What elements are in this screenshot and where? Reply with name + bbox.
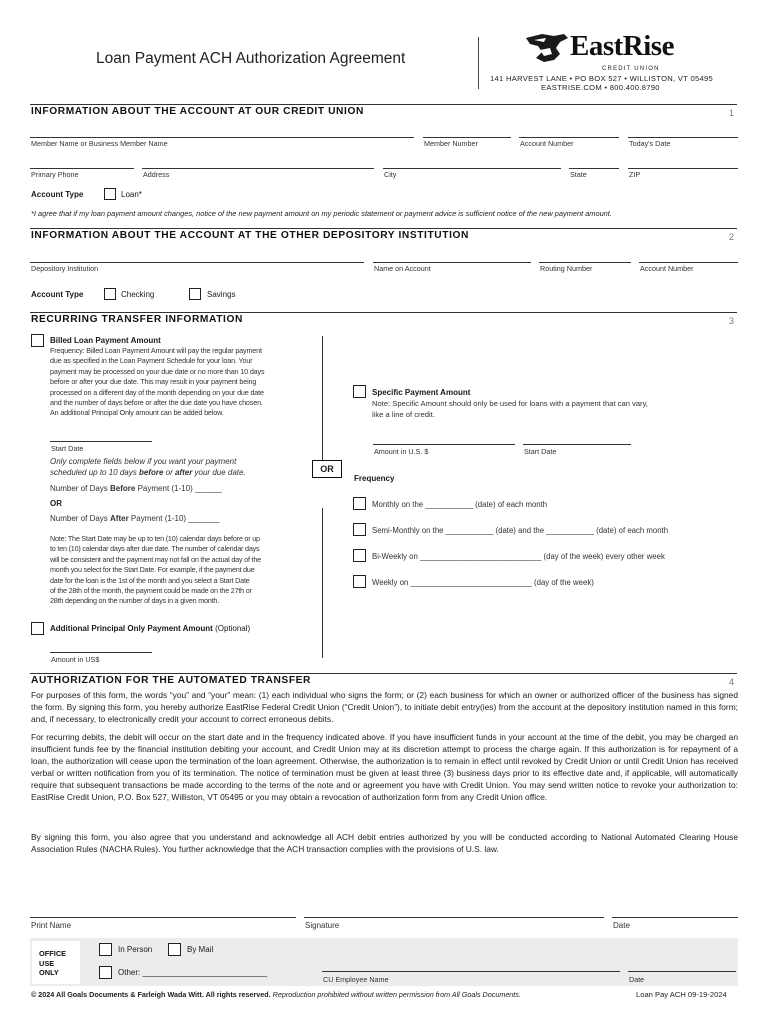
bi-weekly-label: Bi-Weekly on ____________________________ (day of the week) every other week [372,552,665,561]
member-name-field[interactable] [30,137,414,138]
note-before: before [138,468,164,477]
billed-text-line: due as specified in the Loan Payment Schedule for your loan. Your [50,356,253,366]
name-on-account-label: Name on Account [374,264,431,273]
days-before-text: Number of Days [50,484,111,493]
bi-weekly-checkbox[interactable] [353,549,366,562]
days-after-text: Number of Days [50,514,111,523]
days-after-text: Payment (1-10) _______ [128,514,220,523]
monthly-label: Monthly on the ___________ (date) of each month [372,500,548,509]
header-address-line-2: EASTRISE.COM • 800.400.8790 [541,83,660,92]
section-4-number: 4 [729,677,735,687]
routing-number-label: Routing Number [540,264,593,273]
section-1-title: INFORMATION ABOUT THE ACCOUNT AT OUR CREDIT UNION [31,106,364,117]
loan-label: Loan* [121,190,142,199]
savings-checkbox[interactable] [189,288,201,300]
note-line: Note: The Start Date may be up to ten (10) calendar days before or up [50,534,260,543]
principal-amount-label: Amount in US$ [51,655,100,664]
address-label: Address [143,170,170,179]
by-mail-checkbox[interactable] [168,943,181,956]
todays-date-field[interactable] [628,137,738,138]
note-line: will be consistent and the payment may not fall on the actual day of the [50,554,261,564]
billed-loan-payment-text [50,346,320,419]
print-name-label: Print Name [31,921,72,930]
address-field[interactable] [142,168,374,169]
days-after-bold: After [110,514,129,523]
logo-subtitle: CREDIT UNION [602,66,660,72]
semi-monthly-checkbox[interactable] [353,523,366,536]
specific-payment-note-2: like a line of credit. [372,410,435,419]
section-1-number: 1 [729,108,735,118]
billed-loan-payment-title: Billed Loan Payment Amount [50,336,161,345]
weekly-checkbox[interactable] [353,575,366,588]
note-line: to ten (10) calendar days after due date. The number of calendar days [50,544,260,554]
logo-name: EastRise [570,30,674,62]
billed-loan-payment-checkbox[interactable] [31,334,44,347]
city-field[interactable] [383,168,561,169]
note-text: scheduled up to 10 days [50,468,139,477]
primary-phone-label: Primary Phone [31,170,79,179]
authorization-paragraph-2: For recurring debits, the debit will occur on the start date and in the frequency indicated above. If you have insufficient funds in your account at the time of the debit, you may be charged an insufficient funds fee by the financial institution debiting your account, and Credit Union may at its discretion attempt to process the charge again. If this authorization is for repayment of a loan, the authorization will cease upon the termination of the loan agreement. Otherwise, the authorization is to remain in effect until revoked by Credit Union or until Credit Union has received verbal or written notification from you of its termination. The notice of termination must be given at least three (3) business days prior to its effective date and, if applicable, will automatically require that subsequent transactions be made according to the terms of the note and or agreement you have with Credit Union. You may send written notice to revoke your authorization to: EastRise Credit Union, P.O. Box 527, Williston, VT 05495 or you may obtain a revocation of authorization form from any Credit Union office. [31,732,738,802]
section-3-divider-lower [322,508,323,658]
copyright-italic: Reproduction prohibited without written permission from All Goals Documents. [270,990,521,999]
eastrise-logo [524,32,724,66]
other-account-type-label: Account Type [31,290,84,299]
section-1-rule [30,104,737,105]
billed-text-line: processed on a different day of the month depending on your due date [50,387,264,397]
specific-amount-field[interactable] [373,444,515,445]
section-4-rule [30,673,737,674]
account-number-field[interactable] [519,137,619,138]
section-3-divider-upper [322,336,323,460]
billed-text-line: and the number of days before or after the due date you have chosen. [50,398,263,408]
print-name-field[interactable] [30,917,296,918]
other-account-number-field[interactable] [639,262,738,263]
specific-amount-label: Amount in U.S. $ [374,447,429,456]
frequency-label: Frequency [354,474,395,483]
name-on-account-field[interactable] [373,262,531,263]
routing-number-field[interactable] [539,262,631,263]
header-divider [478,37,479,89]
authorization-paragraph-1: For purposes of this form, the words “you” and “your” mean: (1) each individual who signs the form; or (2) each business for which an owner or authorized officer of the business has signed the form. By signing this form, you hereby authorize EastRise Federal Credit Union (“Credit Union”), to initiate debit entry(ies) from the account at the depository institution named in this form; and, if necessary, to electronically credit your account to correct erroneous debits. [31,690,738,724]
weekly-label: Weekly on ____________________________ (day of the week) [372,578,594,587]
copyright-bold: © 2024 All Goals Documents & Farleigh Wada Witt. All rights reserved. [31,990,271,999]
billed-text-line: payment may be processed on your due date or no more than 10 days [50,366,265,376]
billed-text-line: An additional Principal Only amount can be added below. [50,408,224,418]
cu-employee-label: CU Employee Name [323,975,389,984]
member-number-label: Member Number [424,139,478,148]
footer-copyright [31,990,521,999]
note-line: 28th depending on the number of days in a given month. [50,596,220,606]
section-2-rule [30,228,737,229]
days-before-bold: Before [110,484,136,493]
note-after: after [174,468,193,477]
note-line: month you select for the Start Date. For example, if the payment due [50,565,255,575]
in-person-checkbox[interactable] [99,943,112,956]
days-before-field[interactable] [50,484,222,493]
specific-start-date-field[interactable] [523,444,631,445]
specific-payment-title: Specific Payment Amount [372,388,471,397]
loan-checkbox[interactable] [104,188,116,200]
note-line: date for the loan is the 1st of the month and you select a Start Date [50,575,250,585]
checking-label: Checking [121,290,155,299]
authorization-paragraph-3: By signing this form, you also agree that you understand and acknowledge all ACH debit entries authorized by you will be conducted according to National Automated Clearing House Association Rules (NACHA Rules). You further acknowledge that the ACH transaction complies with the provisions of U.S. law. [31,832,738,854]
billed-text-line: before or after your due date. This may result in your payment being [50,377,257,387]
page-title: Loan Payment ACH Authorization Agreement [96,50,406,67]
billed-start-date-field[interactable] [50,441,152,442]
section-4-title: AUTHORIZATION FOR THE AUTOMATED TRANSFER [31,675,311,686]
section-3-title: RECURRING TRANSFER INFORMATION [31,314,243,325]
office-date-field[interactable] [628,971,736,972]
billed-text-line: Frequency: Billed Loan Payment Amount will pay the regular payment [50,346,262,355]
billed-start-date-label: Start Date [51,444,84,453]
account-type-label: Account Type [31,190,84,199]
depository-institution-field[interactable] [30,262,364,263]
days-after-field[interactable] [50,514,219,523]
additional-principal-bold: Additional Principal Only Payment Amount [50,624,213,633]
cu-employee-field[interactable] [322,971,620,972]
signature-label: Signature [305,921,340,930]
specific-payment-checkbox[interactable] [353,385,366,398]
office-label-line: ONLY [39,968,59,977]
specific-payment-note-1: Note: Specific Amount should only be used for loans with a payment that can vary, [372,399,648,408]
section-3-number: 3 [729,316,735,326]
office-use-label [39,949,66,978]
other-label: Other: ____________________________ [118,968,268,977]
heron-logo-icon [524,32,570,64]
start-date-note [50,534,322,607]
city-label: City [384,170,397,179]
payment-change-note: *I agree that if my loan payment amount changes, notice of the new payment amount on my periodic statement or payment advice is sufficient notice of the new payment amount. [31,209,612,218]
days-before-text: Payment (1-10) ______ [135,484,222,493]
signature-field[interactable] [304,917,604,918]
or-box: OR [312,460,342,478]
section-3-rule [30,312,737,313]
zip-label: ZIP [629,170,641,179]
section-2-title: INFORMATION ABOUT THE ACCOUNT AT THE OTHER DEPOSITORY INSTITUTION [31,230,469,241]
additional-principal-optional: (Optional) [212,624,251,633]
in-person-label: In Person [118,945,153,954]
signature-date-label: Date [613,921,630,930]
specific-start-date-label: Start Date [524,447,557,456]
note-line: of the 28th of the month, the payment could be made on the 27th or [50,586,252,596]
member-name-label: Member Name or Business Member Name [31,139,168,148]
savings-label: Savings [207,290,236,299]
depository-institution-label: Depository Institution [31,264,99,273]
other-checkbox[interactable] [99,966,112,979]
state-label: State [570,170,587,179]
primary-phone-field[interactable] [30,168,134,169]
zip-field[interactable] [628,168,738,169]
state-field[interactable] [569,168,619,169]
by-mail-label: By Mail [187,945,214,954]
days-or-label: OR [50,499,62,508]
principal-amount-field[interactable] [50,652,152,653]
account-number-label: Account Number [520,139,574,148]
office-label-line: OFFICE [39,949,67,958]
checking-checkbox[interactable] [104,288,116,300]
additional-principal-checkbox[interactable] [31,622,44,635]
todays-date-label: Today's Date [629,139,671,148]
other-account-number-label: Account Number [640,264,694,273]
member-number-field[interactable] [423,137,511,138]
note-text: your due date. [192,468,246,477]
complete-fields-note-line-1: Only complete fields below if you want your payment [50,457,237,466]
note-or: or [163,468,175,477]
form-id: Loan Pay ACH 09-19-2024 [636,990,727,999]
additional-principal-title [50,624,250,633]
header-address-line-1: 141 HARVEST LANE • PO BOX 527 • WILLISTON, VT 05495 [490,74,714,83]
section-2-number: 2 [729,232,735,242]
signature-date-field[interactable] [612,917,738,918]
office-label-line: USE [39,958,55,968]
complete-fields-note-line-2 [50,468,246,477]
monthly-checkbox[interactable] [353,497,366,510]
semi-monthly-label: Semi-Monthly on the ___________ (date) and the ___________ (date) of each month [372,526,669,535]
office-date-label: Date [629,975,645,984]
